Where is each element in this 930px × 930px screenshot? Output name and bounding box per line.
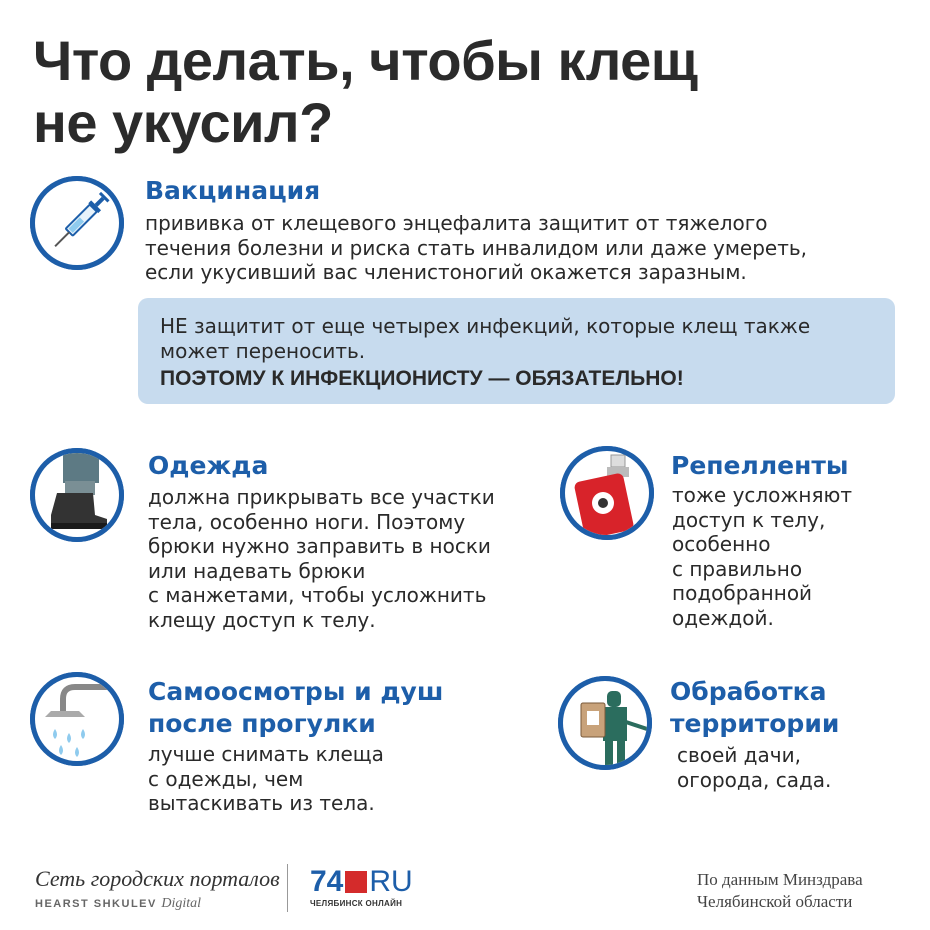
clothing-heading: Одежда (148, 451, 269, 480)
vaccination-text-line: течения болезни и риска стать инвалидом или даже умереть, (145, 235, 808, 260)
logo-ru: RU (369, 865, 413, 898)
treatment-heading-line: территории (670, 709, 840, 738)
shower-text (148, 742, 384, 816)
treatment-heading-line: Обработка (670, 677, 827, 706)
source-line: По данным Минздрава (697, 870, 863, 889)
boot-icon (30, 448, 124, 542)
site-logo (310, 865, 413, 908)
clothing-text-line: с манжетами, чтобы усложнить (148, 583, 487, 607)
repellents-heading: Репелленты (671, 451, 849, 480)
shower-text-line: лучше снимать клеща (148, 742, 384, 766)
clothing-text-line: клещу доступ к телу. (148, 607, 376, 632)
vaccination-notice (138, 298, 895, 404)
repellents-text-line: одеждой. (672, 605, 774, 630)
vaccination-heading: Вакцинация (145, 176, 321, 205)
hearst-name: HEARST SHKULEV (35, 898, 157, 910)
clothing-text-line: тела, особенно ноги. Поэтому (148, 509, 466, 534)
repellents-text-line: с правильно (672, 556, 803, 581)
shower-heading (148, 676, 443, 740)
network-name: Сеть городских порталов (35, 866, 280, 891)
clothing-text-line: брюки нужно заправить в носки (148, 534, 491, 558)
vaccination-text (145, 211, 807, 285)
shower-icon (30, 672, 124, 766)
title-line-2: не укусил? (33, 91, 333, 154)
notice-line: может переносить. (160, 339, 366, 363)
notice-line: НЕ защитит от еще четырех инфекций, которые клещ также (160, 314, 811, 338)
logo-red-square (345, 871, 367, 893)
hearst-label (35, 896, 280, 912)
shower-heading-line: Самоосмотры и душ (148, 677, 444, 706)
treatment-text-line: огорода, сада. (677, 767, 832, 792)
clothing-text (148, 485, 495, 632)
treatment-heading (670, 676, 839, 740)
network-logo (35, 866, 280, 912)
page-title (33, 30, 833, 154)
treatment-text (677, 743, 831, 792)
spray-can-icon (560, 446, 654, 540)
shower-heading-line: после прогулки (148, 709, 376, 738)
repellents-text-line: особенно (672, 532, 771, 556)
shower-text-line: вытаскивать из тела. (148, 791, 375, 815)
vaccination-text-line: если укусивший вас членистоногий окажется заразным. (145, 260, 747, 284)
data-source (697, 869, 863, 913)
logo-number: 74 (310, 865, 344, 898)
digital-label: Digital (161, 896, 202, 911)
logo-subtitle: ЧЕЛЯБИНСК ОНЛАЙН (310, 899, 403, 908)
repellents-text-line: тоже усложняют (672, 483, 853, 507)
notice-bold: ПОЭТОМУ К ИНФЕКЦИОНИСТУ — ОБЯЗАТЕЛЬНО! (160, 367, 684, 390)
repellents-text (672, 483, 852, 630)
clothing-text-line: или надевать брюки (148, 558, 366, 583)
repellents-text-line: подобранной (672, 581, 813, 605)
shower-text-line: с одежды, чем (148, 766, 304, 791)
clothing-text-line: должна прикрывать все участки (148, 485, 495, 509)
syringe-icon (30, 176, 124, 270)
repellents-text-line: доступ к телу, (672, 507, 826, 532)
source-line: Челябинской области (697, 892, 853, 911)
footer-divider (287, 864, 288, 912)
treatment-text-line: своей дачи, (677, 743, 801, 767)
vaccination-text-line: прививка от клещевого энцефалита защитит от тяжелого (145, 211, 768, 235)
sprayer-worker-icon (558, 676, 652, 770)
title-line-1: Что делать, чтобы клещ (33, 29, 698, 92)
